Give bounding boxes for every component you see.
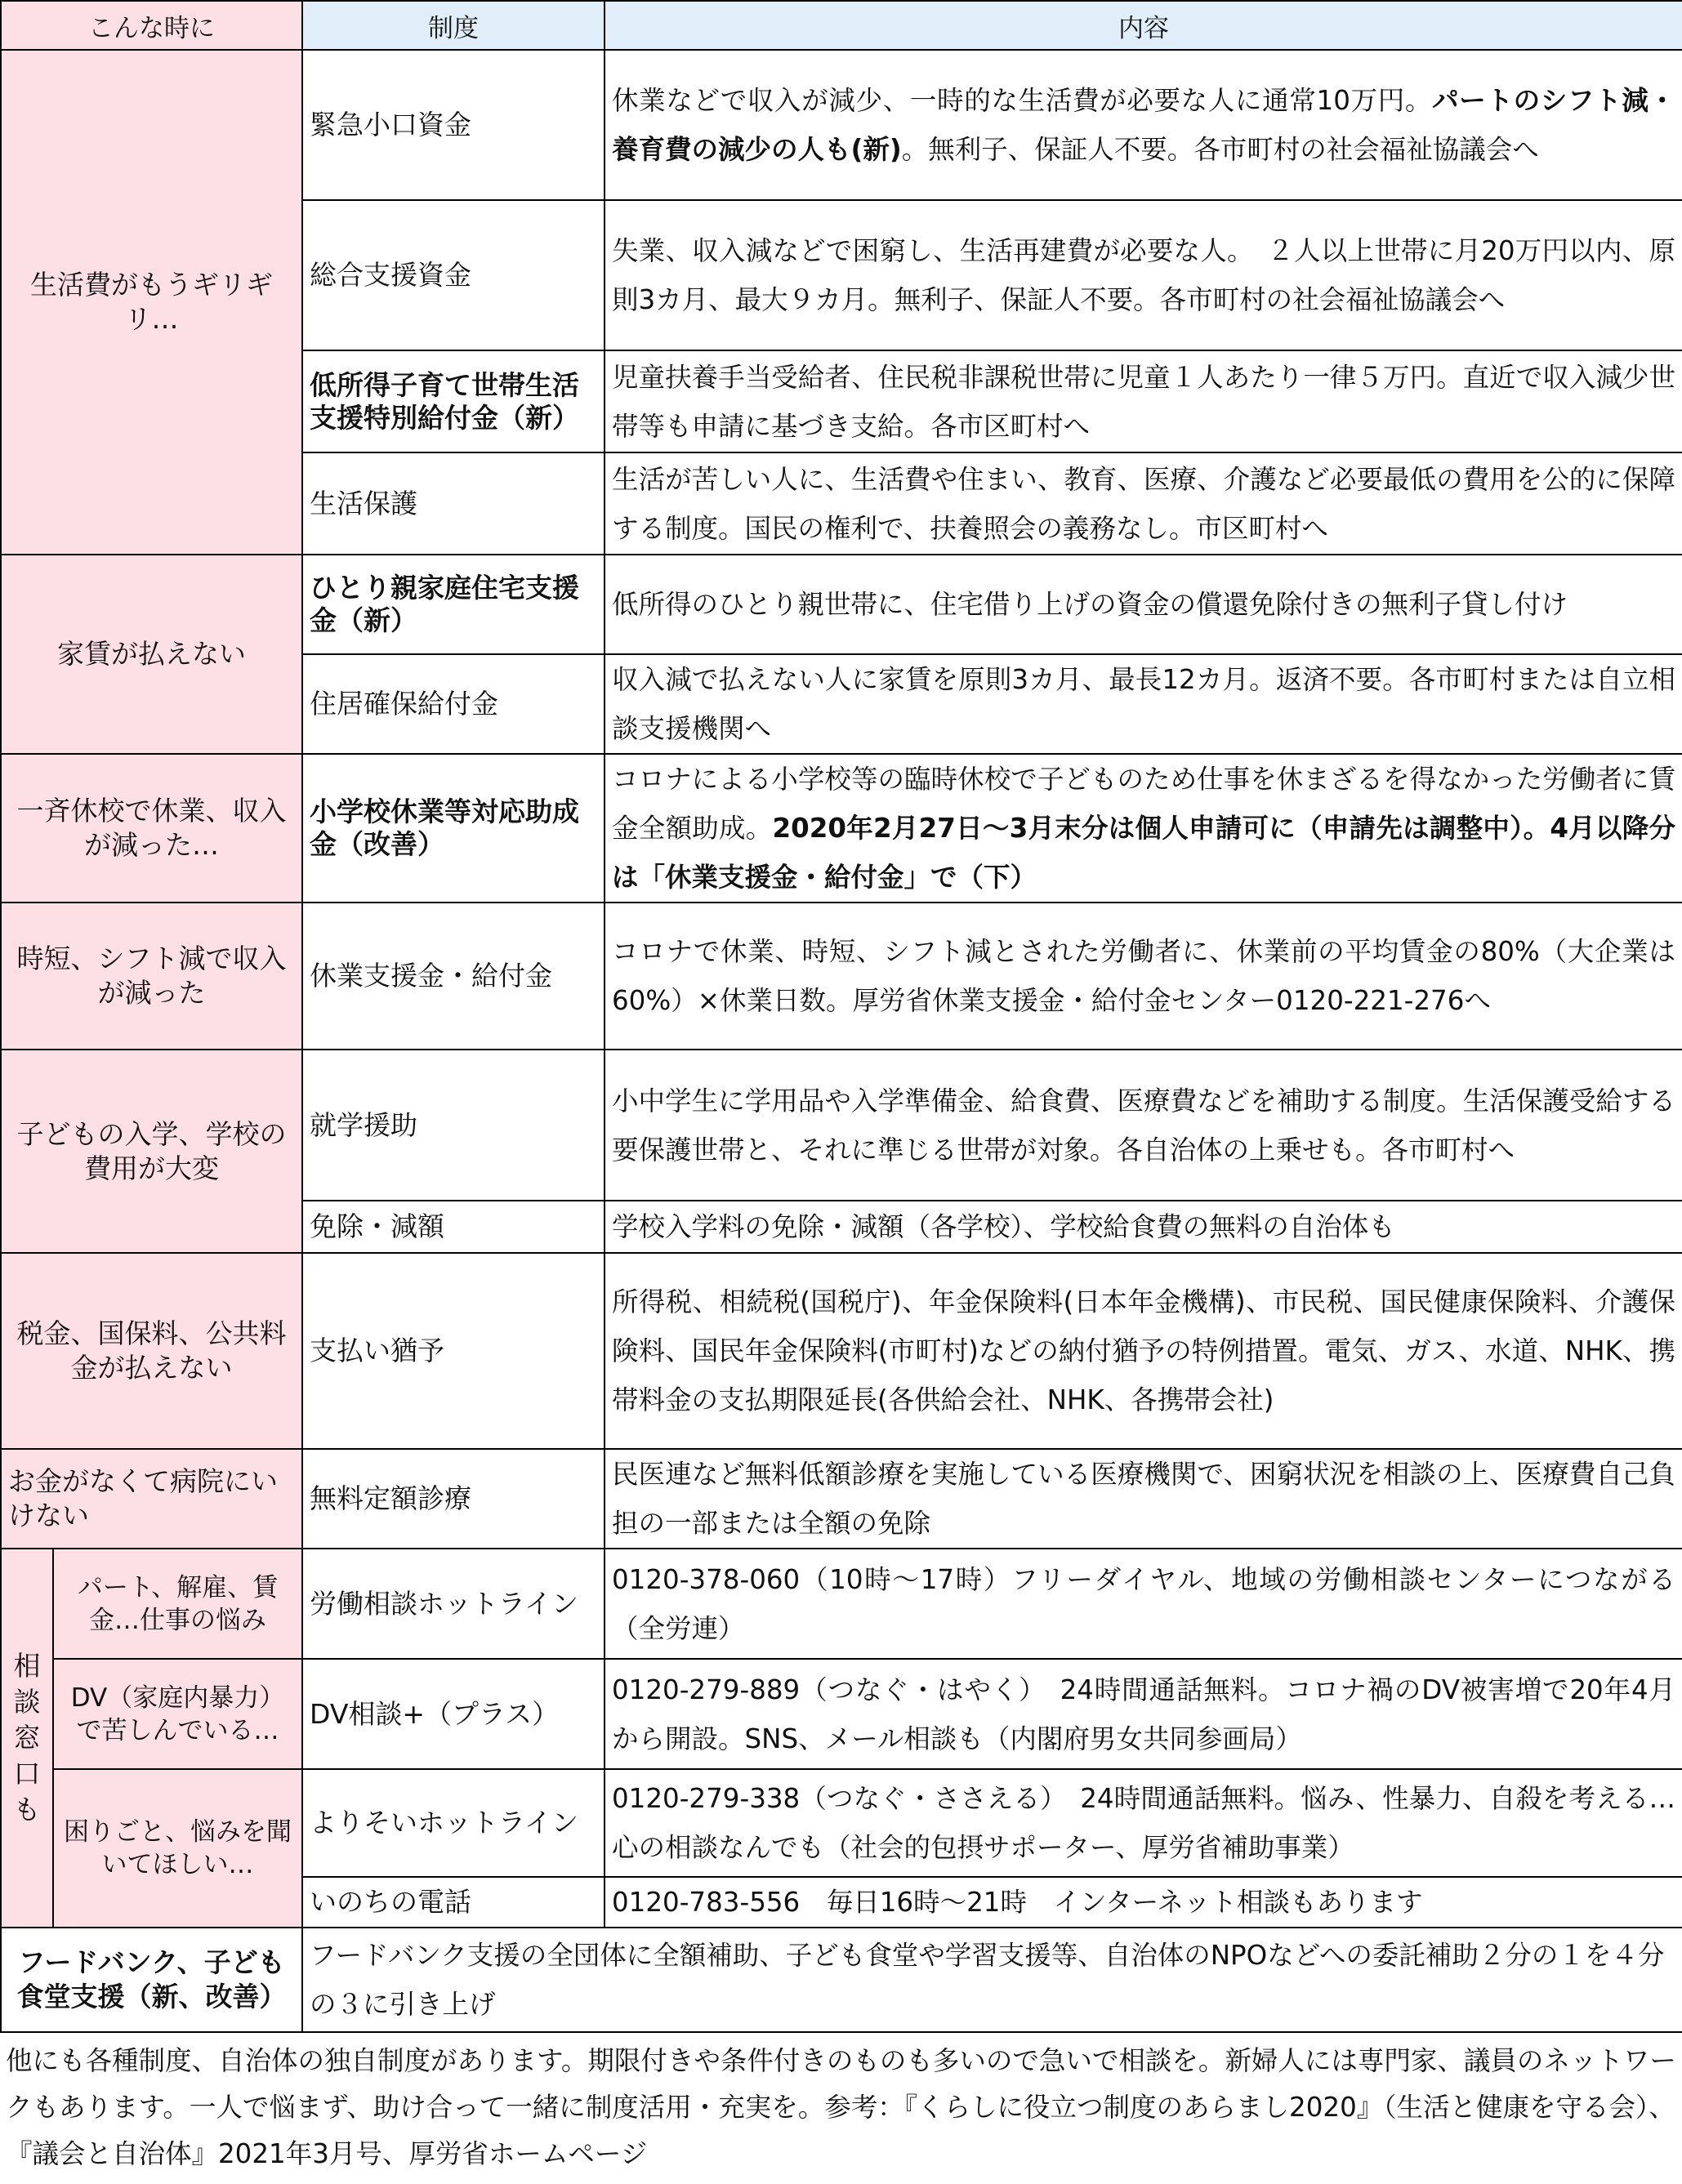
system-content: 児童扶養手当受給者、住民税非課税世帯に児童１人あたり一律５万円。直近で収入減少世帯等も申請に基づき支給。各市区町村へ [605, 350, 1682, 452]
system-content: 学校入学料の免除・減額（各学校）、学校給食費の無料の自治体も [605, 1201, 1682, 1253]
content-text: コロナによる小学校等の臨時休校で子どものため仕事を休まざるを得なかった労働者に賃金全額助成。 [612, 764, 1675, 844]
consult-window-label [1, 1549, 53, 1928]
content-text: 休業などで収入が減少、一時的な生活費が必要な人に通常10万円。 [612, 85, 1433, 116]
table-row [1, 1928, 1682, 2032]
table-row [1, 754, 1682, 903]
system-name: いのちの電話 [302, 1877, 605, 1928]
footer-note: 他にも各種制度、自治体の独自制度があります。期限付きや条件付きのものも多いので急いで相談を。新婦人には専門家、議員のネットワークもあります。一人で悩まず、助け合って一緒に制度活用・充実を。参考：『くらしに役立つ制度のあらまし2020』（生活と健康を守る会）、『議会と自治体』2021年3月号、厚労省ホームページ [6, 2045, 1676, 2169]
system-name: 住居確保給付金 [302, 654, 605, 754]
system-content: 0120-378-060（10時～17時）フリーダイヤル、地域の労働相談センターにつながる（全労連） [605, 1549, 1682, 1659]
system-content: 低所得のひとり親世帯に、住宅借り上げの資金の償還免除付きの無利子貸し付け [605, 555, 1682, 654]
table-row [1, 1659, 1682, 1769]
consult-situation: DV（家庭内暴力）で苦しんでいる… [53, 1659, 302, 1769]
system-name: 休業支援金・給付金 [302, 903, 605, 1050]
table-row [1, 1253, 1682, 1449]
system-name: 免除・減額 [302, 1201, 605, 1253]
situation-shift-reduction: 時短、シフト減で収入が減った [1, 903, 302, 1050]
system-content [605, 754, 1682, 903]
consult-char: 談 [13, 1686, 41, 1718]
consult-char: も [13, 1794, 41, 1825]
table-row [1, 1050, 1682, 1201]
system-content: 生活が苦しい人に、生活費や住まい、教育、医療、介護など必要最低の費用を公的に保障する制度。国民の権利で、扶養照会の義務なし。市区町村へ [605, 452, 1682, 555]
system-name: DV相談+（プラス） [302, 1659, 605, 1769]
consult-situation: 困りごと、悩みを聞いてほしい… [53, 1769, 302, 1928]
table-row [1, 1769, 1682, 1877]
system-content: 民医連など無料低額診療を実施している医療機関で、困窮状況を相談の上、医療費自己負担の一部または全額の免除 [605, 1449, 1682, 1549]
system-name: 小学校休業等対応助成金（改善） [302, 754, 605, 903]
situation-tax: 税金、国保料、公共料金が払えない [1, 1253, 302, 1449]
system-name: 緊急小口資金 [302, 50, 605, 200]
situation-hospital: お金がなくて病院にいけない [1, 1449, 302, 1549]
table-row [1, 1549, 1682, 1659]
situation-living: 生活費がもうギリギリ… [1, 50, 302, 555]
consult-char: 相 [13, 1650, 41, 1682]
system-content: 失業、収入減などで困窮し、生活再建費が必要な人。 ２人以上世帯に月20万円以内、原則3カ月、最大９カ月。無利子、保証人不要。各市町村の社会福祉協議会へ [605, 200, 1682, 350]
system-content: 0120-279-889（つなぐ・はやく） 24時間通話無料。コロナ禍のDV被害増で20年4月から開設。SNS、メール相談も（内閣府男女共同参画局） [605, 1659, 1682, 1769]
system-name: 支払い猶予 [302, 1253, 605, 1449]
content-emphasis: 2020年2月27日～3月末分は個人申請可に（申請先は調整中）。4月以降分は「休業支援金・給付金」で（下） [612, 813, 1675, 893]
food-bank-content: フードバンク支援の全団体に全額補助、子ども食堂や学習支援等、自治体のNPOなどへの委託補助２分の１を４分の３に引き上げ [302, 1928, 1682, 2032]
system-name: 総合支援資金 [302, 200, 605, 350]
consult-char: 口 [13, 1758, 41, 1790]
content-text: 。無利子、保証人不要。各市町村の社会福祉協議会へ [901, 134, 1539, 165]
header-system: 制度 [302, 1, 605, 50]
consult-situation: パート、解雇、賃金…仕事の悩み [53, 1549, 302, 1659]
system-content: 0120-279-338（つなぐ・ささえる） 24時間通話無料。悩み、性暴力、自殺を考える…心の相談なんでも（社会的包摂サポーター、厚労省補助事業） [605, 1769, 1682, 1877]
system-name: ひとり親家庭住宅支援金（新） [302, 555, 605, 654]
system-name: 労働相談ホットライン [302, 1549, 605, 1659]
footer-row [1, 2032, 1682, 2184]
system-name: よりそいホットライン [302, 1769, 605, 1877]
situation-rent: 家賃が払えない [1, 555, 302, 754]
situation-school-closure: 一斉休校で休業、収入が減った… [1, 754, 302, 903]
header-situation: こんな時に [1, 1, 302, 50]
consult-char: 窓 [13, 1722, 41, 1754]
table-row [1, 50, 1682, 200]
system-name: 低所得子育て世帯生活支援特別給付金（新） [302, 350, 605, 452]
system-content: 0120-783-556 毎日16時～21時 インターネット相談もあります [605, 1877, 1682, 1928]
table-header-row [1, 1, 1682, 50]
situation-child-school: 子どもの入学、学校の費用が大変 [1, 1050, 302, 1253]
system-content: コロナで休業、時短、シフト減とされた労働者に、休業前の平均賃金の80%（大企業は60%）×休業日数。厚労省休業支援金・給付金センター0120-221-276へ [605, 903, 1682, 1050]
table-row [1, 903, 1682, 1050]
system-name: 生活保護 [302, 452, 605, 555]
table-row [1, 555, 1682, 654]
header-content: 内容 [605, 1, 1682, 50]
system-content: 所得税、相続税(国税庁)、年金保険料(日本年金機構)、市民税、国民健康保険料、介護保険料、国民年金保険料(市町村)などの納付猶予の特例措置。電気、ガス、水道、NHK、携帯料金の支払期限延長(各供給会社、NHK、各携帯会社) [605, 1253, 1682, 1449]
situation-food-bank: フードバンク、子ども食堂支援（新、改善） [1, 1928, 302, 2032]
system-content: 収入減で払えない人に家賃を原則3カ月、最長12カ月。返済不要。各市町村または自立相談支援機関へ [605, 654, 1682, 754]
system-content [605, 50, 1682, 200]
system-content: 小中学生に学用品や入学準備金、給食費、医療費などを補助する制度。生活保護受給する要保護世帯と、それに準じる世帯が対象。各自治体の上乗せも。各市町村へ [605, 1050, 1682, 1201]
system-name: 無料定額診療 [302, 1449, 605, 1549]
content-emphasis: パートのシフト減・養育費の減少の人も(新) [612, 85, 1675, 165]
table-row [1, 1449, 1682, 1549]
system-name: 就学援助 [302, 1050, 605, 1201]
